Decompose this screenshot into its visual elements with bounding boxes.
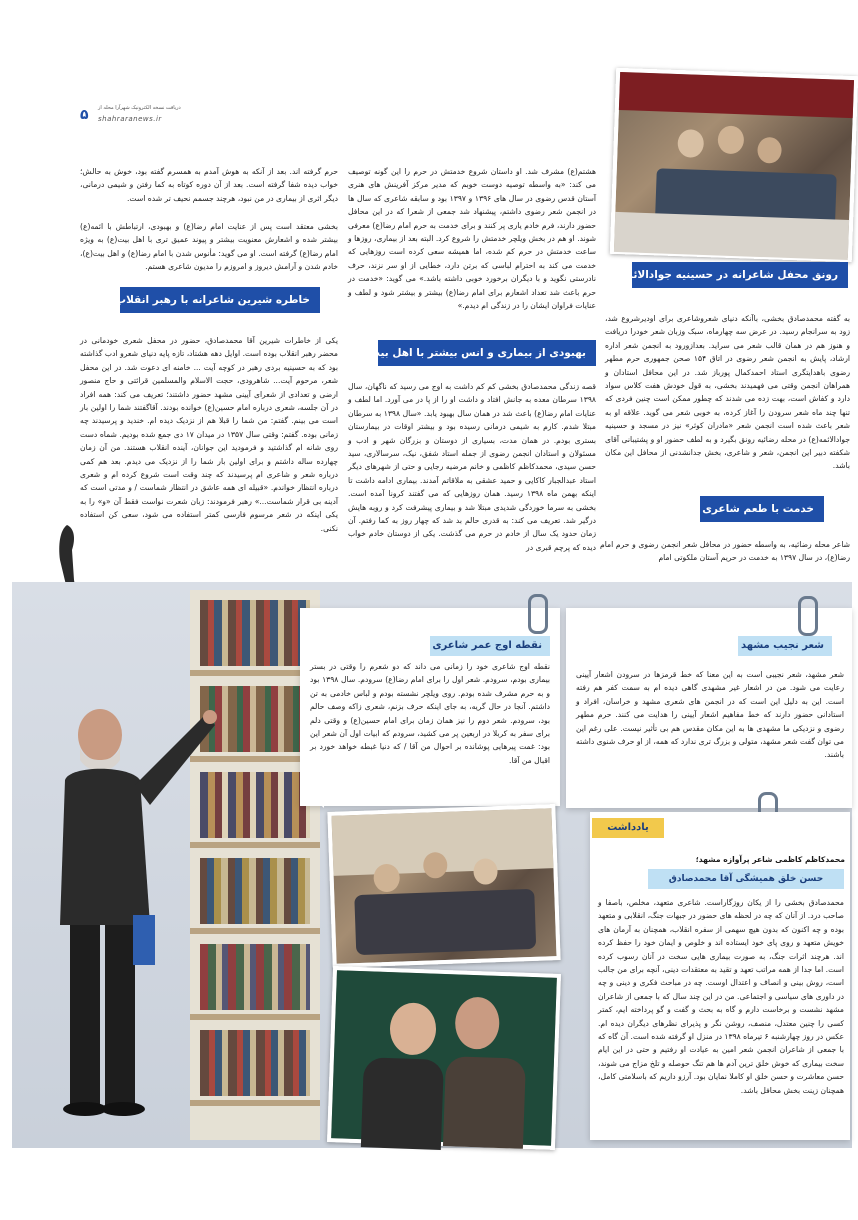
- heading-ronagh: رونق محفل شاعرانه در حسینیه جوادالائمه(ع): [632, 262, 848, 288]
- photo-portrait: [327, 966, 561, 1150]
- heading-bimari: بهبودی از بیماری و انس بیشتر با اهل بیت(ع): [378, 340, 596, 366]
- man-figure: [55, 705, 225, 1125]
- col-yaddasht: محمدصادق بخشی را از یکان روزگاراست. شاعری متعهد، مخلص، باصفا و صاحب درد. از آنان که چه در لحظه های حضور در جبهات جنگ، انقلابی و متعهد بوده و چه اکنون که بدون هیچ سهمی از سفره انقلاب، همچنان به آرمان های خویش متعهد و روی پای خود ایستاده اند و خلوص و ایمان خود را حفظ کرده اند. هرچند اثرات جنگ، به صورت بیماری هایی سخت در آنان رسوب کرده است. اما جدا از همه مراتب تعهد و تقید به معتقدات دینی، آنچه برای من جالب است، روش بینی و انصاف و اعتدال اوست. چه در مباحث فکری و دینی و چه در داوری های سیاسی و اجتماعی. من در این چند سال که با جمعی از شاعران مشهد نشست و برخاست دارم و گاه به بحث و گفت و گو پرداخته ایم، کمتر کسی را چنین معتدل، منصف، روشن نگر و پذیرای نظرهای دیگران دیده ام. عکس در روز چهارشنبه ۶ تیرماه ۱۳۹۸ در منزل او گرفته شده است. آن گاه که با جمعی از شاعران انجمن شعر امین به عیادت او رفتیم و حتی در این ایام سخت بیماری که خوش خلق ترین آدم ها هم تنگ حوصله و تلخ مزاج می شوند، حسن معاشرت و حسن خلق او کاملا نمایان بود. آرزو داریم که باسلامتی کامل، همچنان زینت بخش محافل باشد.: [598, 898, 844, 1095]
- page-number: ۵: [80, 107, 89, 123]
- yaddasht-title: حسن خلق همیشگی آقا محمدصادق: [648, 869, 844, 889]
- col-naghte: نقطه اوج شاعری خود را زمانی می داند که دو شعرم را وقتی در بستر بیماری بودم، سرودم. شعر اول را برای امام رضا(ع) سرودم. سال ۱۳۹۸ بود و به حرم مشرف شده بودم. روی ویلچر نشسته بودم و لباس خادمی به تن داشتم. آنجا در حال گریه، به جای اینکه حرف بزنم، شعری زاکه وصف حالم بود، سرودم. شعر دوم را نیز همان زمان برای امام حسین(ع) و وقتی دلم برای سفر به کربلا در اربعین پر می کشید، سرودم که ابیات اول آن شعر این بود: غمت پیرهایی پوشانده بر احوال من آقا / که دنیا غبطه خواهد خورد بر اقبال من آقا.: [310, 662, 550, 765]
- heading-yaddasht: یادداشت: [592, 818, 664, 838]
- header-kicker: دریافت نسخه الکترونیک شهرآرا محله از: [98, 105, 181, 111]
- heading-naghte: نقطه اوج عمر شاعری: [430, 636, 550, 656]
- paperclip-icon: [798, 596, 818, 636]
- col-mid-b: قصه زندگی محمدصادق بخشی کم کم داشت به اوج می رسید که ناگهان، سال ۱۳۹۸ سرطان معده به جانش افتاد و داشت او را از پا در می آورد. اما لطف و عنایات امام رضا(ع) باعث شد در همان سال بهبود یابد. «سال ۱۳۹۸ به سرطان مبتلا شدم. کارم به شیمی درمانی رسیده بود و بیشتر اوقات در بیمارستان بستری بودم. در همان مدت، بسیاری از دوستان و بزرگان شهر و ادب و مسئولان و استادان انجمن رضوی از جمله استاد شفق، نیک، سرسالاری، سید حسن سیدی، محمدکاظم کاظمی و خانم مرضیه رجایی و حتی از شهرهای دیگر استاد عبدالجبار کاکایی و حمید عشقی به ملاقاتم آمدند. بیماری ادامه داشت تا اینکه بهمن ماه ۱۳۹۸ رسید. همان روزهایی که می گفتند کرونا آمده است. بخشی به سرما خوردگی شدیدی مبتلا شد و بیماری پیشرفت کرد و روبه هایش درگیر شد. تعریف می کند: به قدری حالم بد شد که چهار روز به کما رفتم. آن زمان حدود یک سال از خادم در حرم می گذشت. یکی از دوستان خادم خواب دیده که پرچم قبری در: [348, 382, 597, 552]
- col-left-c: یکی از خاطرات شیرین آقا محمدصادق، حضور در محفل شعری خودمانی در محضر رهبر انقلاب بوده است. اوایل دهه هشتاد، تازه پایه دنیای شعرو ادب گذاشته بود که به حسینیه بردی رهبر در کوچه آیت ... خامنه ای دعوت شد. در این محفل شعر، مرحوم آیت... شاهرودی، حجت الاسلام والمسلمین قرائتی و حاج منصور ارضی و تعدادی از شعرای آیینی مشهد حضور داشتند؛ تعریف می کند: همه افراد در آن جلسه، شعری درباره امام حسین(ع) خوانده بودند. آقاگفتند شما را اولین بار است می بینم. گفتم: من شما را قبلا هم از نزدیک دیده ام. خندید و پرسیدند چه زمانی بوده. گفتم: وقتی سال ۱۳۵۷ در میدان ۱۷ دی جمع شده بودیم. شماه دست روی شانه ام گذاشتید و فرمودید این جوانان، آینده انقلاب هستند. من آن زمان چهارده ساله داشتم و برای اولین بار شما را از نزدیک می دیدم. بعد هم کمی درباره شعر و شاعری ام پرسیدند که چند وقت است شروع کرده ام و شعری درباره انتظار خواندم. «قبیله ای همه عاشق در انتظار شماست / و مدتی است که آدینه بی قرار شماست...» رهبر فرمودند: زبان شعرت نواست فقط آن «و» را به یکی اینکه در شعر مرسوم فارسی کمتر استفاده می شود، سعی کن استفاده نکنی.: [80, 336, 339, 533]
- photo-iyadat: [327, 804, 560, 968]
- col-right-khedmat: شاعر محله رضائیه، به واسطه حضور در محافل شعر انجمن رضوی و حرم امام رضا(ع)، در سال ۱۳۹۷ به خدمت در حریم آستان ملکوتی امام: [600, 540, 850, 563]
- col-right-top: به گفته محمدصادق بخشی، باآنکه دنیای شعروشاعری برای اودیرشروع شد، زود به سرانجام رسید. در عرض سه چهارماه، سبک وزبان شعر خودرا دریافت و هنوز هم در همان قالب شعر می سراید. بعدازورود به انجمن شعر اداره ارشاد، پایش به انجمن شعر رضوی در اتاق ۱۵۴ صحن جمهوری حرم مطهر رضوی باهدایتگری استاد احمدکمال پورباز شد. در این محافل استادان و همراهان انجمن وقتی می فهمیدند بخشی، به قول خودش هفت کلاس سواد دارد و کفاش است، بهت زده می شدند که چطور ممکن است چنین فردی که تنها چند ماه شعر سرودن را آغاز کرده، به خوبی شعر می گوید. علاقه او به شعر باعث شده است انجمن شعر «مادران کوثر» نیز در مسجد و حسینیه جوادالائمه(ع) در محله رضائیه رونق بگیرد و به لطف حضور او و پشتیبانی آقای شکفته دبیر این انجمن، شعر و شاعری، بخش جدانشدنی از محافل این مکان باشد.: [605, 314, 850, 471]
- header-site[interactable]: shahraranews.ir: [98, 115, 162, 123]
- speech-tail-naghte: [300, 786, 324, 808]
- photo-mahfel: [610, 68, 858, 262]
- yaddasht-byline: محمدکاظم کاظمی شاعر پرآوازه مشهد؛: [695, 855, 845, 864]
- heading-sher: شعر نجیب مشهد: [738, 636, 832, 656]
- col-mid-a: هشتم(ع) مشرف شد. او داستان شروع خدمتش در حرم را این گونه توصیف می کند: «به واسطه توصیه دوست خوبم که مدیر مرکز آفرینش های هنری آستان قدس رضوی در سال های ۱۳۹۶ و ۱۳۹۷ بود و سابقه شاعری که سال ها در انجمن شعر رضوی داشتم، پیشنهاد شد جمعی از شعرا که در این محافل حضور دارند، فرم خادم یاری پر کنند و برای خدمت به حرم امام رضا(ع) معرفی شوند. او هم در بخش ویلچر خدمتش را شروع کرد. البته بعد از بیماری، روزها و ساعت خدمتش در حرم کم شده، اما همیشه سعی کرده است روزهایی که خدمت می کند به احترام لباسی که برتن دارد، خطایی از او سر نزند، حرف نادرستی نگوید و با دیگران برخورد خوبی داشته باشد.» می گوید: «خدمت در حرم باعث شد تعداد اشعارم برای امام رضا(ع) بیشتر و بیشتر شود و لطف و عنایات فراوان ایشان را در زندگی ام دیدم.»: [348, 167, 596, 311]
- col-left-b: بخشی معتقد است پس از عنایت امام رضا(ع) و بهبودی، ارتباطش با ائمه(ع) بیشتر شده و اشعارش معنویت بیشتر و پیوند عمیق تری با اهل بیت(ع) به ویژه امام رضا(ع) گرفته است. او می گوید: مأنوس شدن با امام رضا(ع) و اهل بیت(ع)، خادم شدن و آرامش دیروز و امروزم را مدیون شاعری هستم.: [80, 222, 338, 272]
- heading-khedmat: خدمت با طعم شاعری: [700, 496, 824, 522]
- col-sher: شعر مشهد، شعر نجیبی است به این معنا که خط قرمزها در سرودن اشعار آیینی رعایت می شود. من در اشعار غیر مشهدی گاهی دیده ام به سمت کفر هم رفته است. این به دلیل این است که در انجمن های شعری مشهد و خراسان، افراد و استادانی حضور دارند که خط مفاهیم اشعار آیینی را هدایت می کنند. حرم مطهر رضوی و نزدیکی ما مشهدی ها به این مکان مقدس هم بی تأثیر نیست. علی رغم این می توان گفت شعر مشهد، متولی و بزرگ تری ندارد که همه، از او حرف شنوی داشته باشند.: [576, 670, 844, 760]
- heading-khatere: خاطره شیرین شاعرانه با رهبر انقلاب: [120, 287, 320, 313]
- paperclip-icon: [528, 594, 548, 634]
- page-header: [80, 103, 220, 133]
- col-left-a: حرم گرفته اند. بعد از آنکه به هوش آمدم به همسرم گفته بود، خوش به حالش؛ خواب دیده شفا گرفته است. بعد از آن دوره کوتاه به کما رفتن و شیمی درمانی، دیگر اثری از بیماری در من نبود، هرچند جسمم نحیف تر شده است.: [80, 167, 338, 203]
